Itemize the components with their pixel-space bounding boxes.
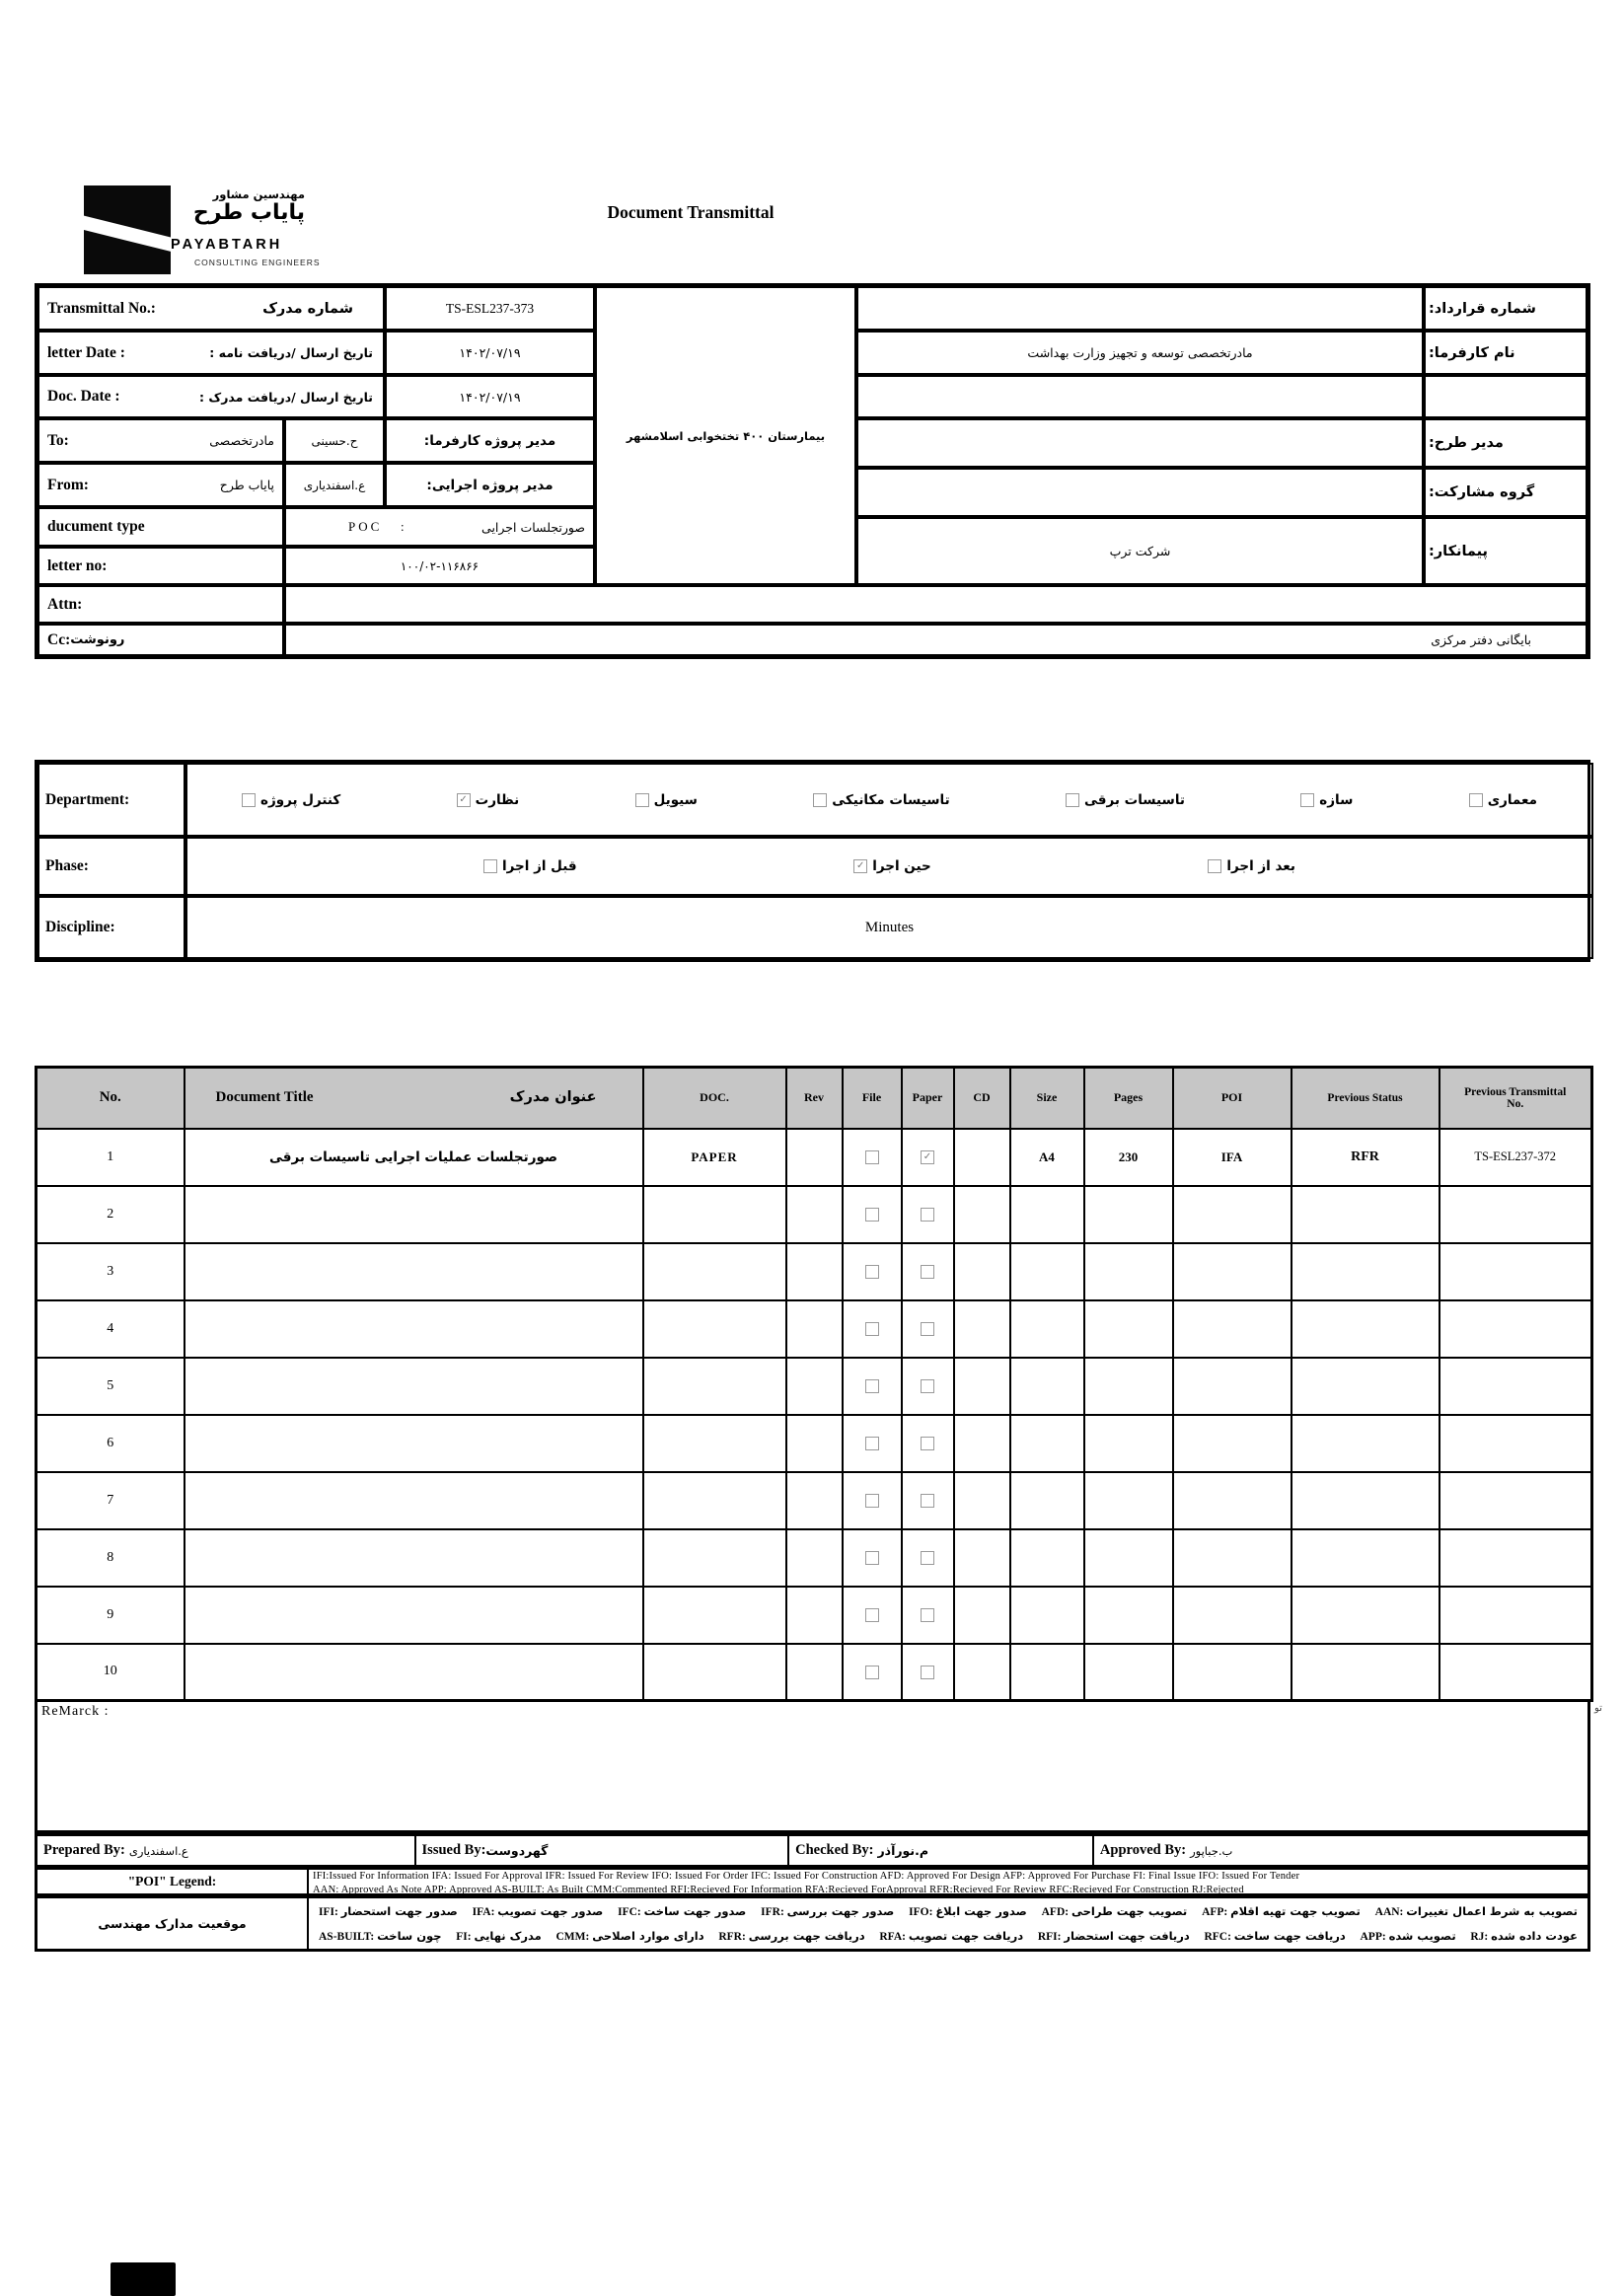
doc-cell-size [1010, 1587, 1084, 1644]
info-table [35, 283, 1590, 659]
doc-cell-poi [1173, 1358, 1292, 1415]
status-legend-entry: AFD: تصویب جهت طراحی [1041, 1903, 1188, 1918]
doc-cell-file-cb[interactable] [843, 1300, 902, 1358]
checkbox[interactable] [242, 793, 256, 807]
to-label: To: [47, 431, 69, 449]
doc-cell-rev [786, 1415, 843, 1472]
discipline-value: Minutes [864, 919, 915, 935]
doc-table-row [37, 1415, 1592, 1472]
checkbox[interactable] [865, 1551, 879, 1565]
transmittal-no-label: Transmittal No.: [47, 299, 156, 317]
from-person: ع.اسفندیاری [303, 478, 366, 492]
checkbox[interactable] [921, 1608, 934, 1622]
checkbox[interactable] [865, 1494, 879, 1508]
letter-no-label: letter no: [47, 556, 108, 574]
department-option[interactable] [635, 792, 698, 808]
doc-cell-prev-status [1292, 1644, 1439, 1701]
doc-cell-prev-transmittal [1439, 1472, 1592, 1529]
scan-artifact-blob [111, 2262, 176, 2296]
partnership-value-cell[interactable] [856, 468, 1424, 517]
checkbox[interactable] [1208, 859, 1221, 873]
status-legend-entry: IFC: صدور جهت ساخت [618, 1903, 747, 1918]
doc-table-row [37, 1186, 1592, 1243]
col-no: No. [37, 1068, 185, 1129]
status-legend-entry: FI: مدرک نهایی [456, 1929, 542, 1944]
doc-cell-doc [643, 1186, 786, 1243]
doc-cell-cd [954, 1358, 1010, 1415]
status-legend-line1 [309, 1904, 1587, 1918]
doc-cell-poi [1173, 1300, 1292, 1358]
doc-cell-prev-status [1292, 1415, 1439, 1472]
col-poi: POI [1173, 1068, 1292, 1129]
doc-cell-prev-transmittal [1439, 1243, 1592, 1300]
doc-cell-no: 8 [37, 1529, 185, 1587]
phase-option[interactable] [1208, 858, 1295, 874]
doc-cell-prev-status [1292, 1472, 1439, 1529]
department-option-label: تاسیسات برقی [1084, 791, 1185, 808]
issued-by-cell[interactable]: Issued By: گهردوست [416, 1836, 790, 1865]
checkbox[interactable] [865, 1666, 879, 1679]
status-legend-entry: RFC: دریافت جهت ساخت [1204, 1929, 1346, 1944]
checkbox[interactable] [1300, 793, 1314, 807]
contractor-value: شرکت ترپ [1109, 544, 1171, 558]
doc-cell-doc [643, 1472, 786, 1529]
document-type-label: ducument type [47, 518, 145, 535]
checkbox[interactable] [1469, 793, 1483, 807]
phase-option-label: حین اجرا [872, 858, 931, 874]
doc-cell-prev-status [1292, 1243, 1439, 1300]
department-option[interactable] [1469, 792, 1537, 808]
remark-label: ReMarck : [41, 1704, 110, 1719]
doc-cell-title [185, 1587, 643, 1644]
doc-cell-pages [1084, 1472, 1173, 1529]
doc-table-row [37, 1587, 1592, 1644]
doc-cell-no: 5 [37, 1358, 185, 1415]
page-title: Document Transmittal [607, 202, 775, 222]
department-option[interactable] [457, 792, 520, 808]
status-legend-entry: IFO: صدور جهت ابلاغ [909, 1903, 1027, 1918]
empty-label-cell [1424, 375, 1587, 418]
doc-cell-rev [786, 1644, 843, 1701]
brand-fa-top: مهندسین مشاور [212, 187, 305, 201]
doc-cell-size [1010, 1415, 1084, 1472]
checkbox[interactable] [921, 1666, 934, 1679]
doc-cell-file-cb[interactable] [843, 1358, 902, 1415]
prepared-by-cell[interactable]: Prepared By: ع.اسفندیاری [37, 1836, 416, 1865]
checkbox[interactable] [865, 1379, 879, 1393]
letter-no-value: ۱۰۰/۰۲-۱۱۶۸۶۶ [400, 558, 480, 573]
cc-label-fa: رونوشت [70, 632, 125, 647]
doc-cell-file-cb[interactable] [843, 1415, 902, 1472]
doc-cell-prev-transmittal [1439, 1529, 1592, 1587]
client-name-label: نام کارفرما: [1429, 344, 1515, 361]
department-option[interactable] [1300, 792, 1353, 808]
doc-cell-no: 1 [37, 1129, 185, 1186]
doc-cell-no: 9 [37, 1587, 185, 1644]
contractor-label: پیمانکار: [1429, 543, 1488, 559]
doc-cell-doc: PAPER [643, 1129, 786, 1186]
doc-cell-title [185, 1243, 643, 1300]
contract-no-value-cell[interactable] [856, 286, 1424, 331]
department-option[interactable] [242, 792, 340, 808]
partnership-label: گروه مشارکت: [1429, 484, 1535, 500]
signature-row [35, 1833, 1590, 1867]
transmittal-no-label-fa: شماره مدرک [262, 300, 353, 317]
checkbox[interactable] [1066, 793, 1079, 807]
cc-label: Cc: [47, 630, 71, 648]
doc-table-row [37, 1644, 1592, 1701]
doc-cell-cd [954, 1472, 1010, 1529]
doc-table-row [37, 1129, 1592, 1186]
department-option-label: سازه [1319, 791, 1354, 808]
checkbox-checked[interactable]: ✓ [853, 859, 867, 873]
col-doc: DOC. [643, 1068, 786, 1129]
doc-cell-file-cb[interactable] [843, 1243, 902, 1300]
doc-cell-prev-transmittal [1439, 1415, 1592, 1472]
doc-cell-paper-cb[interactable] [902, 1587, 954, 1644]
phase-option[interactable] [483, 858, 577, 874]
classification-table [35, 760, 1590, 962]
doc-cell-doc [643, 1358, 786, 1415]
col-cd: CD [954, 1068, 1010, 1129]
doc-cell-file-cb[interactable] [843, 1587, 902, 1644]
letter-date-value: ۱۴۰۲/۰۷/۱۹ [459, 345, 521, 360]
doc-table-row [37, 1472, 1592, 1529]
status-legend-entry: IFI: صدور جهت استحضار [319, 1903, 458, 1918]
checkbox[interactable] [921, 1208, 934, 1222]
doc-cell-pages [1084, 1529, 1173, 1587]
client-pm-label: مدیر پروژه کارفرما: [423, 432, 556, 449]
brand-fa-main: پایاب طرح [192, 200, 305, 225]
doc-cell-paper-cb[interactable] [902, 1358, 954, 1415]
status-legend-entry: IFR: صدور جهت بررسی [761, 1903, 895, 1918]
doc-cell-cd [954, 1186, 1010, 1243]
doc-table-row [37, 1243, 1592, 1300]
doc-cell-rev [786, 1358, 843, 1415]
transmittal-no-value: TS-ESL237-373 [445, 300, 535, 316]
doc-cell-pages: 230 [1084, 1129, 1173, 1186]
status-legend-label: موقعیت مدارک مهندسی [98, 1916, 247, 1931]
doc-cell-doc [643, 1529, 786, 1587]
col-rev: Rev [786, 1068, 843, 1129]
col-title: Document Title عنوان مدرک [185, 1068, 643, 1129]
doc-cell-title [185, 1415, 643, 1472]
phase-option[interactable] [853, 858, 930, 874]
doc-cell-poi [1173, 1587, 1292, 1644]
doc-cell-paper-cb[interactable] [902, 1415, 954, 1472]
doc-cell-pages [1084, 1186, 1173, 1243]
doc-cell-pages [1084, 1300, 1173, 1358]
doc-cell-prev-status [1292, 1358, 1439, 1415]
department-option-label: کنترل پروژه [260, 791, 341, 808]
doc-cell-prev-status [1292, 1529, 1439, 1587]
status-legend-entry: CMM: دارای موارد اصلاحی [555, 1929, 704, 1944]
department-options [185, 763, 1593, 837]
checkbox[interactable] [865, 1208, 879, 1222]
doc-cell-prev-transmittal [1439, 1358, 1592, 1415]
doc-cell-file-cb[interactable] [843, 1186, 902, 1243]
checkbox[interactable] [921, 1551, 934, 1565]
doc-cell-rev [786, 1472, 843, 1529]
doc-cell-cd [954, 1529, 1010, 1587]
doc-cell-poi [1173, 1186, 1292, 1243]
doc-cell-title [185, 1644, 643, 1701]
doc-cell-cd [954, 1587, 1010, 1644]
doc-cell-pages [1084, 1587, 1173, 1644]
doc-cell-rev [786, 1587, 843, 1644]
col-pages: Pages [1084, 1068, 1173, 1129]
status-legend-entry: AS-BUILT: چون ساخت [319, 1929, 442, 1944]
doc-cell-no: 3 [37, 1243, 185, 1300]
col-paper: Paper [902, 1068, 954, 1129]
design-manager-label: مدیر طرح: [1429, 435, 1504, 451]
checkbox[interactable] [813, 793, 827, 807]
status-legend-entry: AAN: تصویب به شرط اعمال تغییرات [1374, 1903, 1578, 1918]
cc-value: بایگانی دفتر مرکزی [1431, 632, 1531, 647]
poi-legend-line2: AAN: Approved As Note APP: Approved AS-BUILT: As Built CMM:Commented RFI:Recieved For Information RFA:Recieved ForApproval RFR:Recieved For Review RFC:Recieved For Construction RJ:Rejected [313, 1885, 1244, 1895]
poi-legend-line1: IFI:Issued For Information IFA: Issued For Approval IFR: Issued For Review IFO: Issued For Order IFC: Issued For Construction AFD: Approved For Design AFP: Approved For Purchase FI: Final Issue IFO: Issued For Tender [313, 1871, 1300, 1882]
checkbox[interactable] [921, 1322, 934, 1336]
project-name: بیمارستان ۴۰۰ تختخوابی اسلامشهر [626, 428, 826, 443]
poi-legend [35, 1867, 1590, 1896]
doc-cell-size [1010, 1186, 1084, 1243]
doc-cell-title [185, 1300, 643, 1358]
to-value: مادرتخصصی [209, 433, 274, 448]
doc-date-label: Doc. Date : [47, 388, 120, 405]
doc-cell-size [1010, 1644, 1084, 1701]
doc-cell-size [1010, 1358, 1084, 1415]
department-option-label: تاسیسات مکانیکی [832, 791, 950, 808]
col-prev-transmittal: Previous Transmittal No. [1439, 1068, 1592, 1129]
status-legend [35, 1896, 1590, 1952]
client-name-value: مادرتخصصی توسعه و تجهیز وزارت بهداشت [1027, 345, 1253, 360]
doc-cell-cd [954, 1415, 1010, 1472]
department-label: Department: [45, 790, 130, 808]
doc-date-label-fa: تاریخ ارسال /دریافت مدرک : [199, 389, 373, 405]
doc-cell-prev-transmittal [1439, 1300, 1592, 1358]
doc-cell-prev-status: RFR [1292, 1129, 1439, 1186]
checkbox[interactable] [921, 1379, 934, 1393]
department-option[interactable] [1066, 792, 1185, 808]
checkbox[interactable] [865, 1437, 879, 1450]
attn-value-cell[interactable] [284, 585, 1587, 624]
status-legend-entry: APP: تصویب شده [1360, 1929, 1456, 1944]
doc-cell-rev [786, 1300, 843, 1358]
doc-table-row [37, 1300, 1592, 1358]
brand-en: PAYABTARH [171, 237, 283, 253]
doc-cell-poi [1173, 1644, 1292, 1701]
doc-cell-poi: IFA [1173, 1129, 1292, 1186]
doc-cell-doc [643, 1300, 786, 1358]
doc-cell-rev [786, 1529, 843, 1587]
company-logo [84, 185, 321, 279]
approved-by-cell[interactable]: Approved By: ب.جباپور [1099, 1842, 1233, 1858]
department-option-label: معماری [1487, 791, 1537, 808]
doc-cell-size [1010, 1243, 1084, 1300]
to-person: ح.حسینی [311, 433, 358, 448]
exec-pm-label: مدیر پروژه اجرایی: [426, 477, 554, 493]
doc-cell-poi [1173, 1529, 1292, 1587]
checkbox[interactable] [865, 1322, 879, 1336]
doc-cell-file-cb[interactable] [843, 1529, 902, 1587]
letter-date-label: letter Date : [47, 343, 125, 361]
doc-cell-no: 7 [37, 1472, 185, 1529]
doc-cell-title: صورتجلسات عملیات اجرایی تاسیسات برقی [185, 1129, 643, 1186]
design-manager-value-cell[interactable] [856, 418, 1424, 468]
checkbox[interactable] [483, 859, 497, 873]
attn-label: Attn: [47, 595, 83, 613]
doc-cell-pages [1084, 1644, 1173, 1701]
scan-edge-note: تو [1594, 1703, 1602, 1714]
department-option-label: نظارت [475, 791, 520, 808]
doc-cell-poi [1173, 1243, 1292, 1300]
status-legend-entry: RFI: دریافت جهت استحضار [1037, 1929, 1190, 1944]
doc-cell-title [185, 1472, 643, 1529]
doc-cell-cd [954, 1300, 1010, 1358]
document-type-value: صورتجلسات اجرایی [481, 519, 585, 535]
checkbox[interactable] [865, 1608, 879, 1622]
doc-cell-rev [786, 1186, 843, 1243]
doc-cell-no: 4 [37, 1300, 185, 1358]
checkbox[interactable] [921, 1494, 934, 1508]
doc-cell-paper-cb[interactable] [902, 1529, 954, 1587]
doc-date-value: ۱۴۰۲/۰۷/۱۹ [459, 389, 521, 405]
doc-cell-size [1010, 1529, 1084, 1587]
doc-cell-paper-cb[interactable] [902, 1300, 954, 1358]
checkbox[interactable] [865, 1265, 879, 1279]
document-type-code: POC : [348, 519, 407, 534]
doc-cell-paper-cb[interactable] [902, 1243, 954, 1300]
col-prev-status: Previous Status [1292, 1068, 1439, 1129]
doc-cell-poi [1173, 1415, 1292, 1472]
checkbox-checked[interactable]: ✓ [457, 793, 471, 807]
doc-cell-prev-status [1292, 1587, 1439, 1644]
doc-cell-doc [643, 1415, 786, 1472]
doc-cell-paper-cb[interactable] [902, 1129, 954, 1186]
status-legend-entry: RFA: دریافت جهت تصویب [879, 1929, 1024, 1944]
doc-cell-paper-cb[interactable] [902, 1186, 954, 1243]
doc-cell-title [185, 1529, 643, 1587]
checked-by-cell[interactable]: Checked By: م.نورآذر [789, 1836, 1094, 1865]
doc-cell-title [185, 1186, 643, 1243]
phase-option-label: بعد از اجرا [1226, 858, 1295, 874]
doc-cell-no: 2 [37, 1186, 185, 1243]
remark-section[interactable] [35, 1699, 1590, 1833]
doc-cell-poi [1173, 1472, 1292, 1529]
phase-label: Phase: [45, 857, 89, 874]
logo-mark-icon [84, 185, 171, 274]
status-legend-entry: IFA: صدور جهت تصویب [472, 1903, 604, 1918]
doc-cell-pages [1084, 1243, 1173, 1300]
col-size: Size [1010, 1068, 1084, 1129]
col-file: File [843, 1068, 902, 1129]
doc-table-row [37, 1529, 1592, 1587]
doc-cell-pages [1084, 1358, 1173, 1415]
doc-cell-size [1010, 1472, 1084, 1529]
phase-options [185, 837, 1593, 896]
department-option-label: سیویل [653, 791, 698, 808]
poi-legend-label: "POI" Legend: [127, 1874, 217, 1889]
checkbox-checked[interactable]: ✓ [921, 1150, 934, 1164]
document-table [35, 1066, 1593, 1702]
doc-cell-file-cb[interactable] [843, 1129, 902, 1186]
doc-cell-paper-cb[interactable] [902, 1472, 954, 1529]
doc-cell-doc [643, 1644, 786, 1701]
status-legend-entry: RJ: عودت داده شده [1470, 1929, 1578, 1944]
letter-date-label-fa: تاریخ ارسال /دریافت نامه : [209, 345, 373, 360]
doc-cell-file-cb[interactable] [843, 1644, 902, 1701]
status-legend-entry: RFR: دریافت جهت بررسی [718, 1929, 865, 1944]
doc-cell-prev-status [1292, 1186, 1439, 1243]
doc-cell-no: 6 [37, 1415, 185, 1472]
doc-cell-rev [786, 1243, 843, 1300]
status-legend-entry: AFP: تصویب جهت تهیه اقلام [1202, 1903, 1361, 1918]
doc-cell-cd [954, 1129, 1010, 1186]
department-option[interactable] [813, 792, 949, 808]
contract-no-label: شماره قرارداد: [1429, 300, 1536, 317]
empty-value-cell [856, 375, 1424, 418]
checkbox[interactable] [921, 1265, 934, 1279]
doc-cell-prev-status [1292, 1300, 1439, 1358]
discipline-label: Discipline: [45, 919, 115, 935]
doc-cell-size [1010, 1300, 1084, 1358]
from-label: From: [47, 476, 89, 493]
doc-cell-cd [954, 1243, 1010, 1300]
phase-option-label: قبل از اجرا [502, 858, 577, 874]
doc-cell-doc [643, 1587, 786, 1644]
doc-cell-prev-transmittal: TS-ESL237-372 [1439, 1129, 1592, 1186]
checkbox[interactable] [921, 1437, 934, 1450]
status-legend-line2 [309, 1929, 1587, 1943]
doc-cell-file-cb[interactable] [843, 1472, 902, 1529]
doc-cell-paper-cb[interactable] [902, 1644, 954, 1701]
doc-cell-title [185, 1358, 643, 1415]
doc-table-row [37, 1358, 1592, 1415]
doc-cell-pages [1084, 1415, 1173, 1472]
brand-en-sub: CONSULTING ENGINEERS [194, 258, 321, 267]
doc-cell-prev-transmittal [1439, 1587, 1592, 1644]
doc-cell-doc [643, 1243, 786, 1300]
doc-cell-size: A4 [1010, 1129, 1084, 1186]
checkbox[interactable] [865, 1150, 879, 1164]
from-value: پایاب طرح [219, 478, 274, 492]
doc-cell-no: 10 [37, 1644, 185, 1701]
checkbox[interactable] [635, 793, 649, 807]
doc-cell-prev-transmittal [1439, 1644, 1592, 1701]
doc-cell-rev [786, 1129, 843, 1186]
doc-cell-prev-transmittal [1439, 1186, 1592, 1243]
doc-cell-cd [954, 1644, 1010, 1701]
